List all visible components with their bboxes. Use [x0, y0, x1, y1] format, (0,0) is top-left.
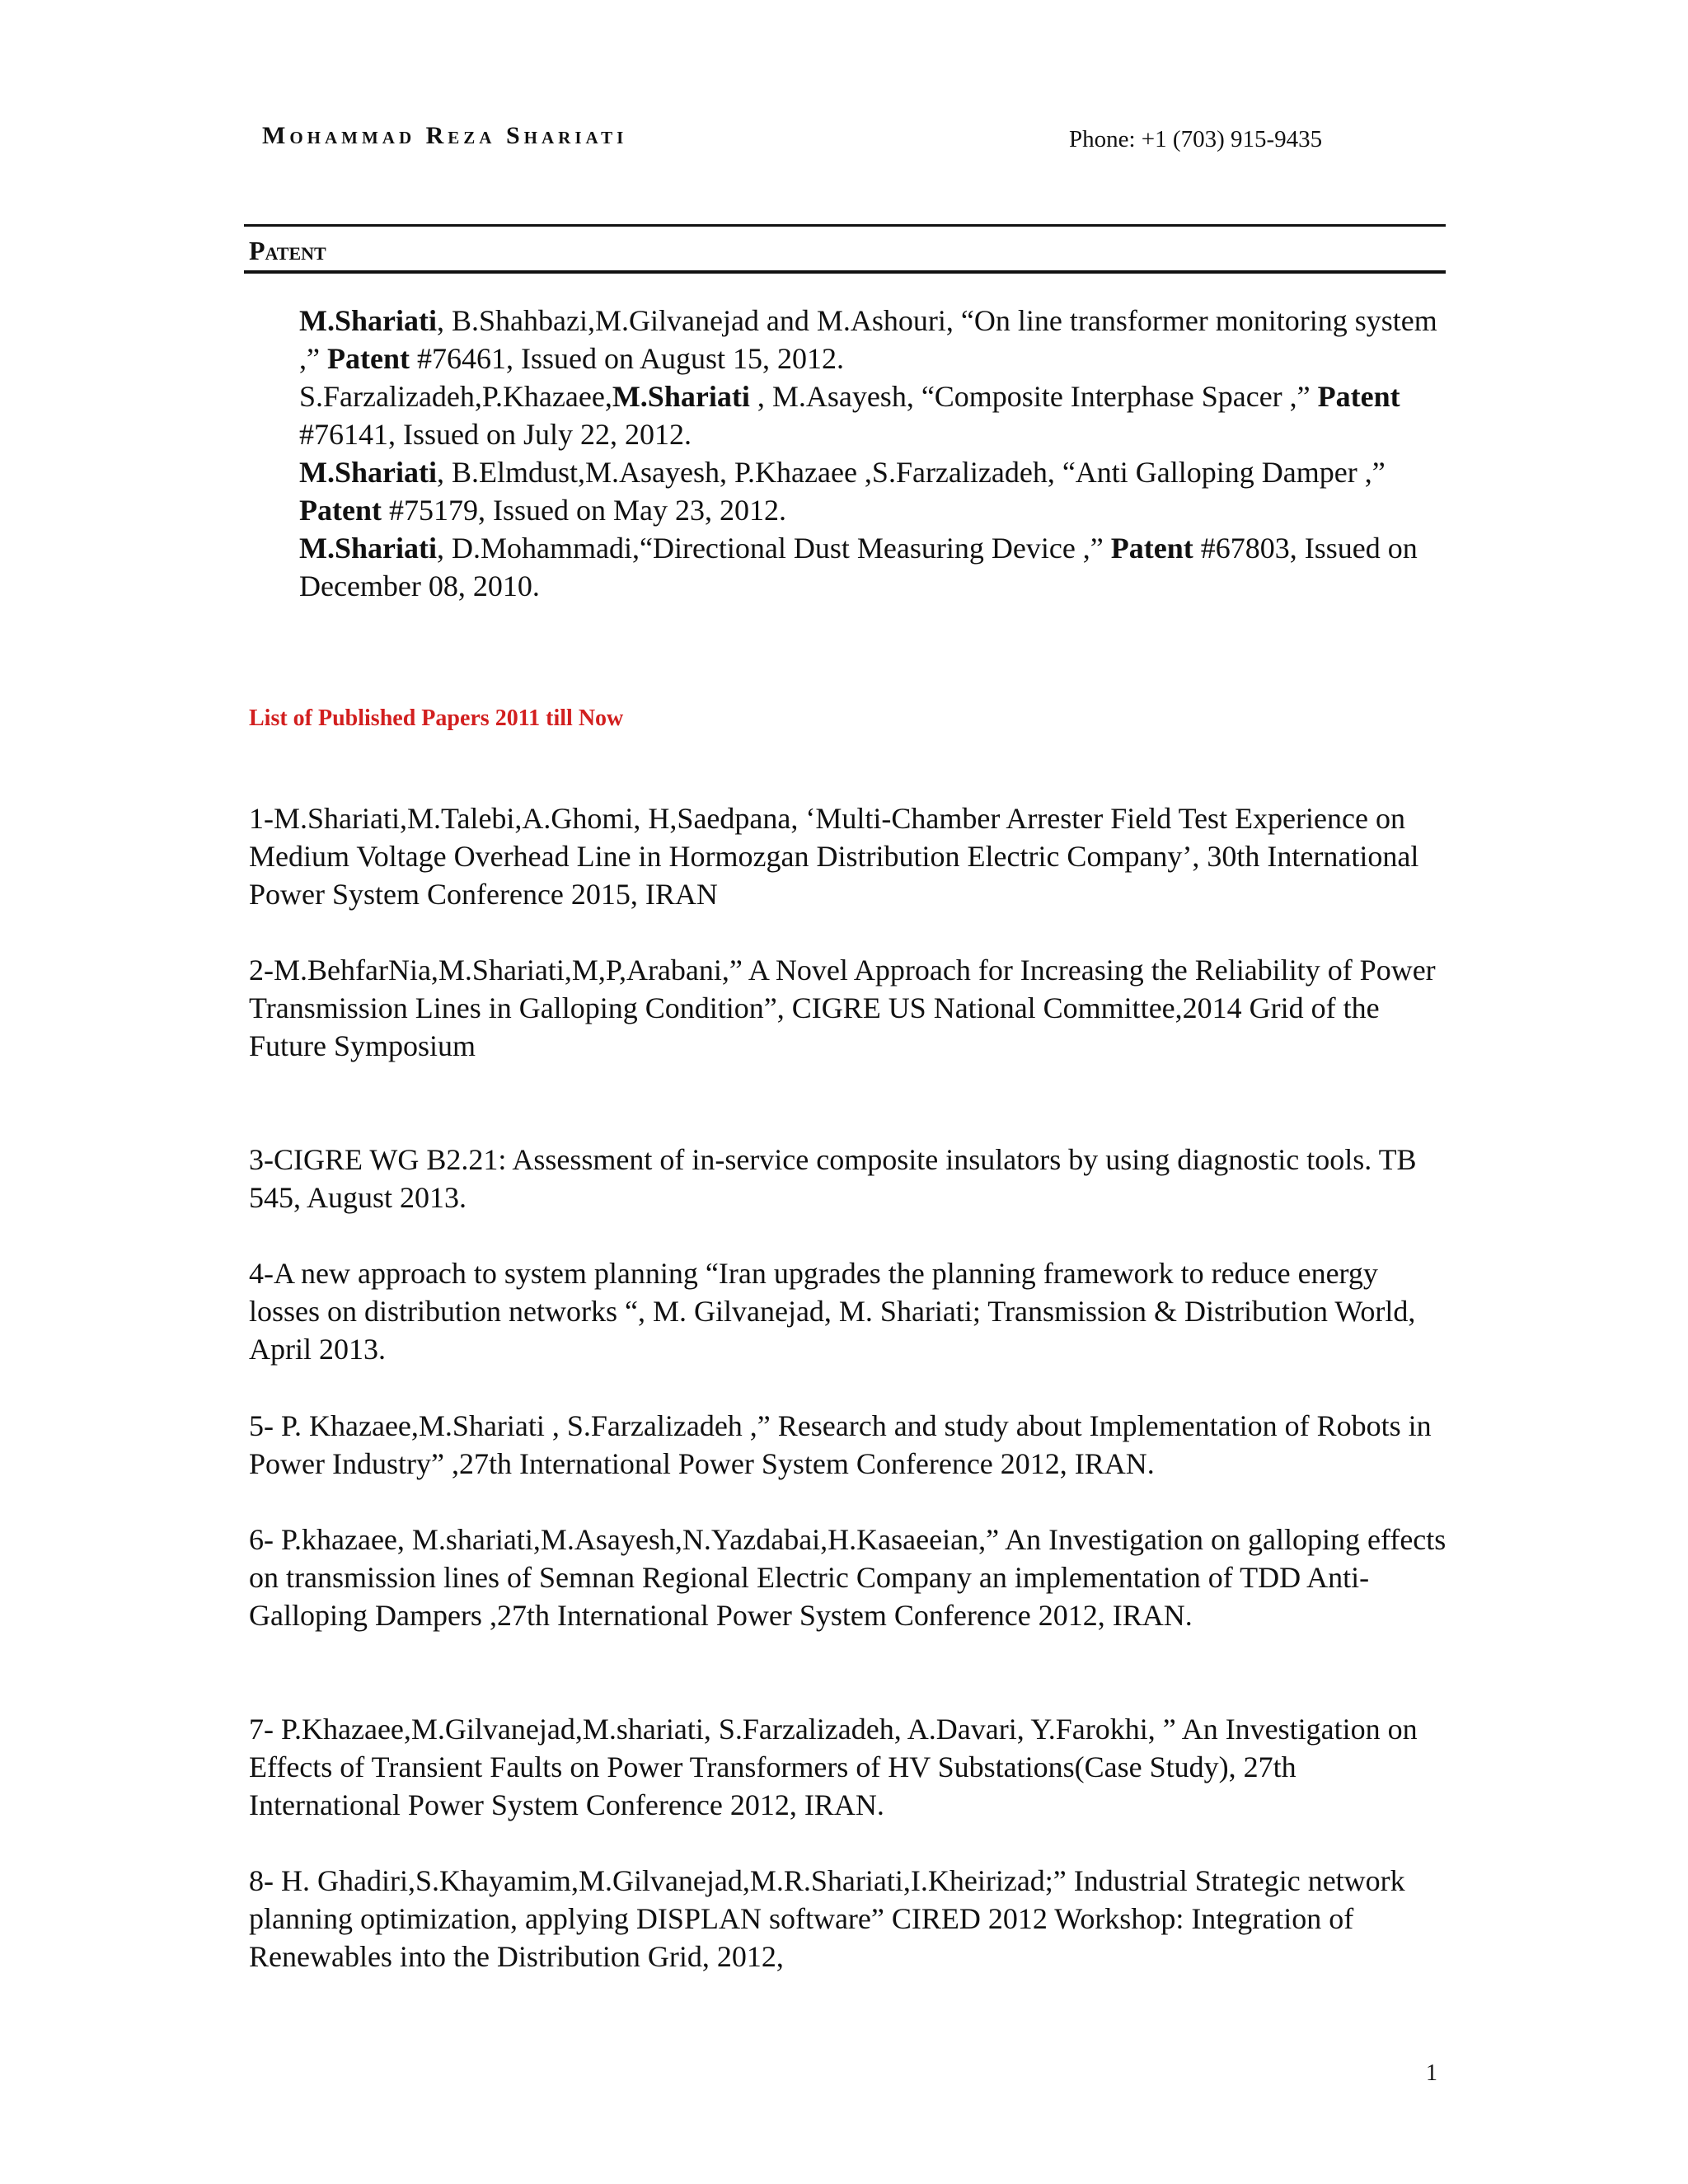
paper-entry: 1-M.Shariati,M.Talebi,A.Ghomi, H,Saedpana, ‘Multi-Chamber Arrester Field Test Experience on Medium Voltage Overhead Line in Hormozgan Distribution Electric Company’, 30th International Power System Conference 2015, IRAN: [249, 802, 1419, 911]
patent-entry: S.Farzalizadeh,P.Khazaee,M.Shariati , M.Asayesh, “Composite Interphase Spacer ,” Patent #76141, Issued on July 22, 2012.: [299, 380, 1400, 451]
patent-author: M.Shariati: [299, 532, 437, 565]
patent-author: M.Shariati: [299, 456, 437, 489]
patent-entry: M.Shariati, D.Mohammadi,“Directional Dust Measuring Device ,” Patent #67803, Issued on December 08, 2010.: [299, 532, 1418, 602]
patent-list: [299, 302, 1453, 605]
patent-entry: M.Shariati, B.Shahbazi,M.Gilvanejad and M.Ashouri, “On line transformer monitoring system ,” Patent #76461, Issued on August 15, 2012.: [299, 304, 1437, 375]
header-phone: Phone: +1 (703) 915-9435: [1069, 126, 1323, 152]
patent-label: Patent: [299, 494, 382, 527]
section-title: Patent: [249, 236, 326, 265]
paper-entry: 3-CIGRE WG B2.21: Assessment of in-service composite insulators by using diagnostic tools. TB 545, August 2013.: [249, 1143, 1417, 1214]
patent-entry: M.Shariati, B.Elmdust,M.Asayesh, P.Khazaee ,S.Farzalizadeh, “Anti Galloping Damper ,” Patent #75179, Issued on May 23, 2012.: [299, 456, 1386, 527]
patent-author: M.Shariati: [299, 304, 437, 337]
section-rule-top: [244, 224, 1446, 227]
patent-label: Patent: [1110, 532, 1193, 565]
patent-label: Patent: [1317, 380, 1400, 413]
paper-entry: 7- P.Khazaee,M.Gilvanejad,M.shariati, S.Farzalizadeh, A.Davari, Y.Farokhi, ” An Investigation on Effects of Transient Faults on Power Transformers of HV Substations(Case Study), 27th International Power System Conference 2012, IRAN.: [249, 1713, 1418, 1821]
header-name: Mohammad Reza Shariati: [262, 122, 628, 149]
papers-heading: List of Published Papers 2011 till Now: [249, 705, 624, 731]
page-number: 1: [1426, 2060, 1437, 2086]
paper-entry: 6- P.khazaee, M.shariati,M.Asayesh,N.Yazdabai,H.Kasaeeian,” An Investigation on galloping effects on transmission lines of Semnan Regional Electric Company an implementation of TDD Anti-Galloping Dampers ,27th International Power System Conference 2012, IRAN.: [249, 1523, 1447, 1632]
paper-entry: 2-M.BehfarNia,M.Shariati,M,P,Arabani,” A Novel Approach for Increasing the Reliability of Power Transmission Lines in Galloping Condition”, CIGRE US National Committee,2014 Grid of the Future Symposium: [249, 954, 1436, 1062]
paper-entry: 5- P. Khazaee,M.Shariati , S.Farzalizadeh ,” Research and study about Implementation of Robots in Power Industry” ,27th International Power System Conference 2012, IRAN.: [249, 1409, 1432, 1480]
patent-author: M.Shariati: [612, 380, 750, 413]
paper-entry: 8- H. Ghadiri,S.Khayamim,M.Gilvanejad,M.R.Shariati,I.Kheirizad;” Industrial Strategic network planning optimization, applying DISPLAN software” CIRED 2012 Workshop: Integration of Renewables into the Distribution Grid, 2012,: [249, 1864, 1405, 1973]
paper-entry: 4-A new approach to system planning “Iran upgrades the planning framework to reduce energy losses on distribution networks “, M. Gilvanejad, M. Shariati; Transmission & Distribution World, April 2013.: [249, 1257, 1416, 1366]
section-rule-bottom: [244, 270, 1446, 274]
patent-label: Patent: [326, 342, 410, 375]
